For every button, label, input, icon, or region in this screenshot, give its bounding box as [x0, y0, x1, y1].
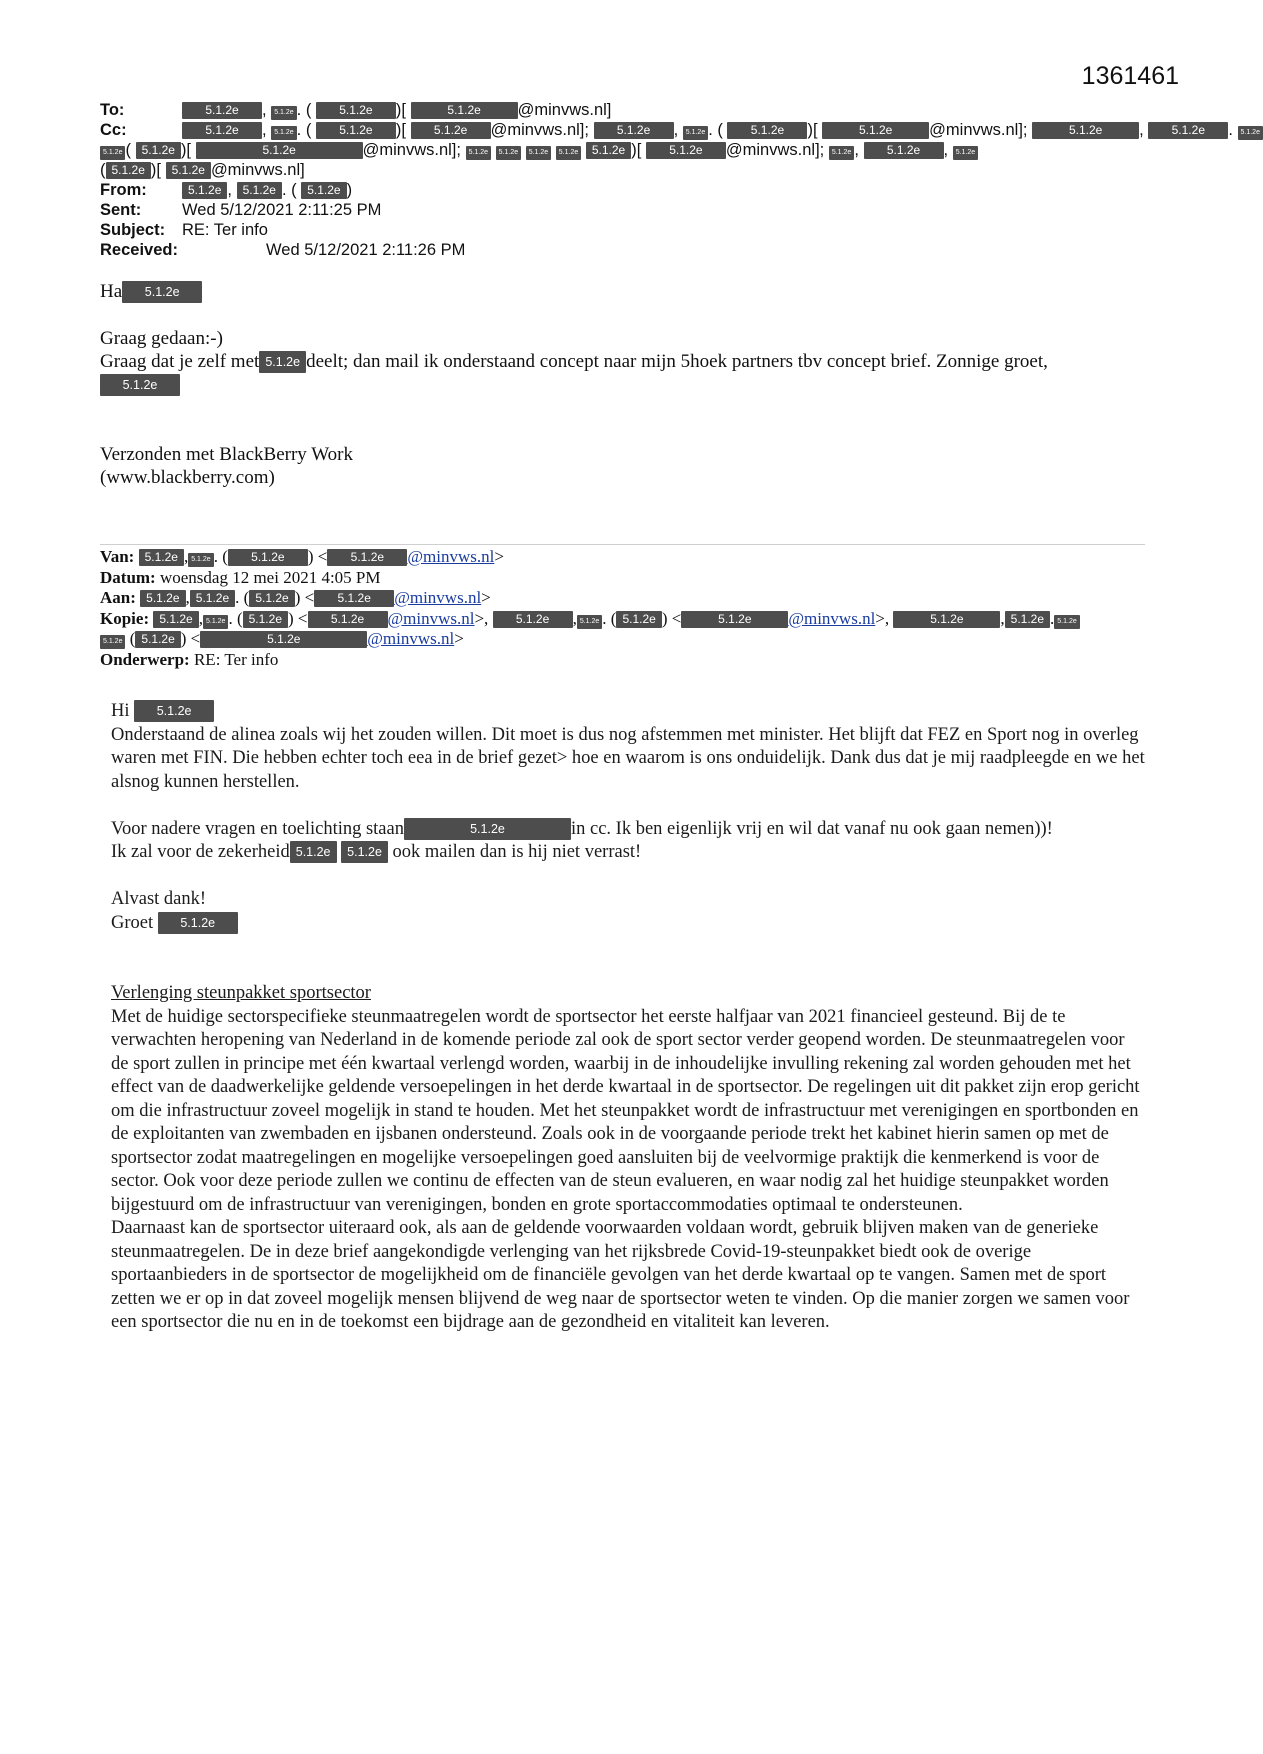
redaction: 5.1.2e [1005, 611, 1050, 628]
redaction: 5.1.2e [243, 611, 288, 628]
email-domain: @minvws.nl]; [929, 121, 1028, 139]
redaction: 5.1.2e [1148, 122, 1228, 139]
email-domain: @minvws.nl]; [362, 141, 461, 159]
van-row: Van: 5.1.2e , 5.1.2e . ( 5.1.2e ) < 5.1.2e @minvws.nl> [100, 547, 504, 566]
redaction: 5.1.2e [140, 590, 185, 607]
redaction: 5.1.2e [182, 102, 262, 119]
from-row: From: 5.1.2e , 5.1.2e . ( 5.1.2e ) [100, 181, 353, 199]
redaction: 5.1.2e [616, 611, 661, 628]
redaction: 5.1.2e [341, 841, 388, 863]
datum-row: Datum: woensdag 12 mei 2021 4:05 PM [100, 567, 381, 587]
cc-row-continued: ( 5.1.2e )[ 5.1.2e @minvws.nl] [100, 161, 305, 179]
redaction: 5.1.2e [404, 818, 571, 840]
to-row: To: 5.1.2e , 5.1.2e . ( 5.1.2e )[ 5.1.2e @minvws.nl] [100, 101, 612, 119]
signature-line: Verzonden met BlackBerry Work [100, 443, 353, 465]
redaction: 5.1.2e [727, 122, 807, 139]
redaction: 5.1.2e [136, 142, 181, 159]
received-value: Wed 5/12/2021 2:11:26 PM [266, 241, 466, 259]
redaction: 5.1.2e [496, 146, 521, 160]
redaction: 5.1.2e [301, 182, 346, 199]
paragraph: Daarnaast kan de sportsector uiteraard ook, als aan de geldende voorwaarden voldaan wordt, gebruik blijven maken van de generieke steunmaatregelen. De in deze brief aangekondigde verlenging van het rijksbrede Covid-19-steunpakket biedt ook de overige sportaanbieders in de sportsector de mogelijkheid om de financiële gevolgen van het derde kwartaal op te vangen. Samen met de sport zetten we er op in dat zoveel mogelijk mensen blijvend de weg naar de sportsector weten te vinden. Op die manier zorgen we samen voor een sportsector die nu en in de toekomst een bijdrage aan de gezondheid en vitaliteit kan leveren. [111, 1218, 1130, 1332]
email-domain: @minvws.nl]; [725, 141, 825, 159]
redaction: 5.1.2e [594, 122, 674, 139]
redaction: 5.1.2e [646, 142, 726, 159]
sent-row [100, 200, 1145, 220]
redaction: 5.1.2e [100, 146, 125, 160]
redaction: 5.1.2e [259, 351, 306, 373]
subject-row [100, 220, 1145, 240]
cc-label: Cc: [100, 121, 127, 139]
email-link[interactable]: @minvws.nl [367, 629, 455, 648]
cc-row-continued: 5.1.2e ( 5.1.2e )[ 5.1.2e @minvws.nl]; 5.1.2e 5.1.2e 5.1.2e 5.1.2e 5.1.2e )[ 5.1.2e @minvws.nl]; 5.1.2e , 5.1.2e , 5.1.2e [100, 140, 1145, 160]
redaction: 5.1.2e [327, 549, 407, 566]
reply-line: Graag gedaan:-) [100, 327, 223, 349]
quoted-greeting: Hi 5.1.2e [111, 700, 1146, 724]
section-title: Verlenging steunpakket sportsector [111, 983, 371, 1003]
redaction: 5.1.2e [249, 590, 294, 607]
received-label: Received: [100, 241, 178, 259]
redaction: 5.1.2e [158, 912, 238, 934]
redaction: 5.1.2e [466, 146, 491, 160]
redaction: 5.1.2e [135, 631, 180, 648]
redaction: 5.1.2e [122, 281, 202, 303]
redaction: 5.1.2e [411, 122, 491, 139]
redaction: 5.1.2e [526, 146, 551, 160]
sent-value: Wed 5/12/2021 2:11:25 PM [182, 201, 382, 219]
kopie-row: Kopie: 5.1.2e , 5.1.2e . ( 5.1.2e ) < 5.1.2e @minvws.nl>, 5.1.2e , 5.1.2e . ( 5.1.2e ) < 5.1.2e @minvws.nl>, 5.1.2e , 5.1.2e . 5.1.2e [100, 609, 1145, 630]
redaction: 5.1.2e [100, 635, 125, 649]
subject-value: RE: Ter info [182, 221, 268, 239]
paragraph: Ik zal voor de zekerheid 5.1.2e 5.1.2e ook mailen dan is hij niet verrast! [111, 842, 642, 862]
redaction: 5.1.2e [953, 146, 978, 160]
email-domain: @minvws.nl] [210, 161, 305, 179]
redaction: 5.1.2e [100, 374, 180, 396]
redaction: 5.1.2e [893, 611, 1000, 628]
redaction: 5.1.2e [290, 841, 337, 863]
document-number: 1361461 [1081, 62, 1179, 90]
received-row [100, 240, 1145, 260]
paragraph: Onderstaand de alinea zoals wij het zouden willen. Dit moet is dus nog afstemmen met minister. Het blijft dat FEZ en Sport nog in overleg waren met FIN. Die hebben echter toch eea in de brief gezet> hoe en waarom is ons onduidelijk. Dank dus dat je mij raadpleegde en we het alsnog kunnen herstellen. [111, 724, 1145, 792]
redaction: 5.1.2e [822, 122, 929, 139]
email-link[interactable]: @minvws.nl [387, 608, 475, 628]
redaction: 5.1.2e [864, 142, 944, 159]
redaction: 5.1.2e [1238, 126, 1263, 140]
redaction: 5.1.2e [182, 182, 227, 199]
from-label: From: [100, 181, 147, 199]
redaction: 5.1.2e [190, 590, 235, 607]
redaction: 5.1.2e [106, 162, 151, 179]
redaction: 5.1.2e [308, 611, 388, 628]
redaction: 5.1.2e [493, 611, 573, 628]
email-domain: @minvws.nl]; [490, 121, 589, 139]
redaction: 5.1.2e [166, 162, 211, 179]
redaction: 5.1.2e [134, 700, 214, 722]
reply-line: Graag dat je zelf met 5.1.2e deelt; dan mail ik onderstaand concept naar mijn 5hoek partners tbv concept brief. Zonnige groet, [100, 350, 1048, 372]
redaction: 5.1.2e [577, 615, 602, 629]
redaction: 5.1.2e [829, 146, 854, 160]
redaction: 5.1.2e [139, 549, 184, 566]
cc-row: Cc: 5.1.2e , 5.1.2e . ( 5.1.2e )[ 5.1.2e @minvws.nl]; 5.1.2e , 5.1.2e . ( 5.1.2e )[ 5.1.2e @minvws.nl]; 5.1.2e , 5.1.2e . 5.1.2e [100, 120, 1145, 140]
thanks-line: Alvast dank! [111, 889, 207, 909]
email-link[interactable]: @minvws.nl [788, 608, 876, 628]
redaction: 5.1.2e [314, 590, 394, 607]
redaction: 5.1.2e [228, 549, 308, 566]
redaction: 5.1.2e [411, 102, 518, 119]
email-link[interactable]: @minvws.nl [407, 547, 495, 566]
redaction: 5.1.2e [683, 126, 708, 140]
paragraph: Voor nadere vragen en toelichting staan 5.1.2e in cc. Ik ben eigenlijk vrij en wil dat vanaf nu ook gaan nemen))! [111, 818, 1053, 839]
signature-line: (www.blackberry.com) [100, 466, 275, 488]
redaction: 5.1.2e [271, 106, 296, 120]
quoted-header [100, 547, 1145, 670]
redaction: 5.1.2e [1054, 615, 1079, 629]
redaction: 5.1.2e [681, 611, 788, 628]
to-label: To: [100, 101, 125, 119]
quoted-body [111, 700, 1146, 1335]
reply-body [100, 280, 1145, 489]
redaction: 5.1.2e [200, 631, 367, 648]
onderwerp-row: Onderwerp: RE: Ter info [100, 649, 279, 669]
redaction: 5.1.2e [586, 142, 631, 159]
redaction: 5.1.2e [237, 182, 282, 199]
divider [100, 544, 1145, 545]
redaction: 5.1.2e [316, 102, 396, 119]
paragraph: Met de huidige sectorspecifieke steunmaatregelen wordt de sportsector het eerste halfjaar van 2021 financieel gesteund. Bij de te verwachten heropening van Nederland in de komende periode zal ook de sport sector verder geopend worden. De steunmaatregelen voor de sport zullen in principe met één kwartaal verlengd worden, waarbij in de inhoudelijke invulling rekening zal worden gehouden met het effect van de daadwerkelijke geldende versoepelingen in het derde kwartaal in de sportsector. De regelingen uit dit pakket zijn erop gericht om die infrastructuur zoveel mogelijk in stand te houden. Met het steunpakket wordt de infrastructuur met verenigingen en sportbonden en de exploitanten van zwembaden en ijsbanen ondersteund. Zoals ook in de voorgaande periode trekt het kabinet hierin samen op met de sportsector zodat maatregelingen en mogelijke versoepelingen goed aansluiten bij de veelvormige praktijk die kenmerkend is voor de sector. Ook voor deze periode zullen we continu de effecten van de steun evalueren, en waar nodig zal het huidige steunpakket worden bijgestuurd om de infrastructuur van verenigingen, bonden en grote sportaccommodaties optimaal te ondersteunen. [111, 1006, 1140, 1215]
aan-row: Aan: 5.1.2e , 5.1.2e . ( 5.1.2e ) < 5.1.2e @minvws.nl> [100, 588, 491, 607]
redaction: 5.1.2e [182, 122, 262, 139]
redaction: 5.1.2e [153, 611, 198, 628]
redaction: 5.1.2e [1032, 122, 1139, 139]
redaction: 5.1.2e [196, 142, 363, 159]
redaction: 5.1.2e [203, 615, 228, 629]
redaction: 5.1.2e [271, 126, 296, 140]
reply-greeting: Ha 5.1.2e [100, 280, 1145, 303]
email-link[interactable]: @minvws.nl [394, 588, 482, 607]
kopie-row-continued: 5.1.2e ( 5.1.2e ) < 5.1.2e @minvws.nl> [100, 629, 1145, 650]
email-header [100, 100, 1260, 260]
redaction: 5.1.2e [188, 553, 213, 567]
redaction: 5.1.2e [316, 122, 396, 139]
subject-label: Subject: [100, 221, 166, 239]
groet-line: Groet 5.1.2e [111, 912, 1146, 936]
email-domain: @minvws.nl] [517, 101, 612, 119]
sent-label: Sent: [100, 201, 142, 219]
redaction: 5.1.2e [556, 146, 581, 160]
